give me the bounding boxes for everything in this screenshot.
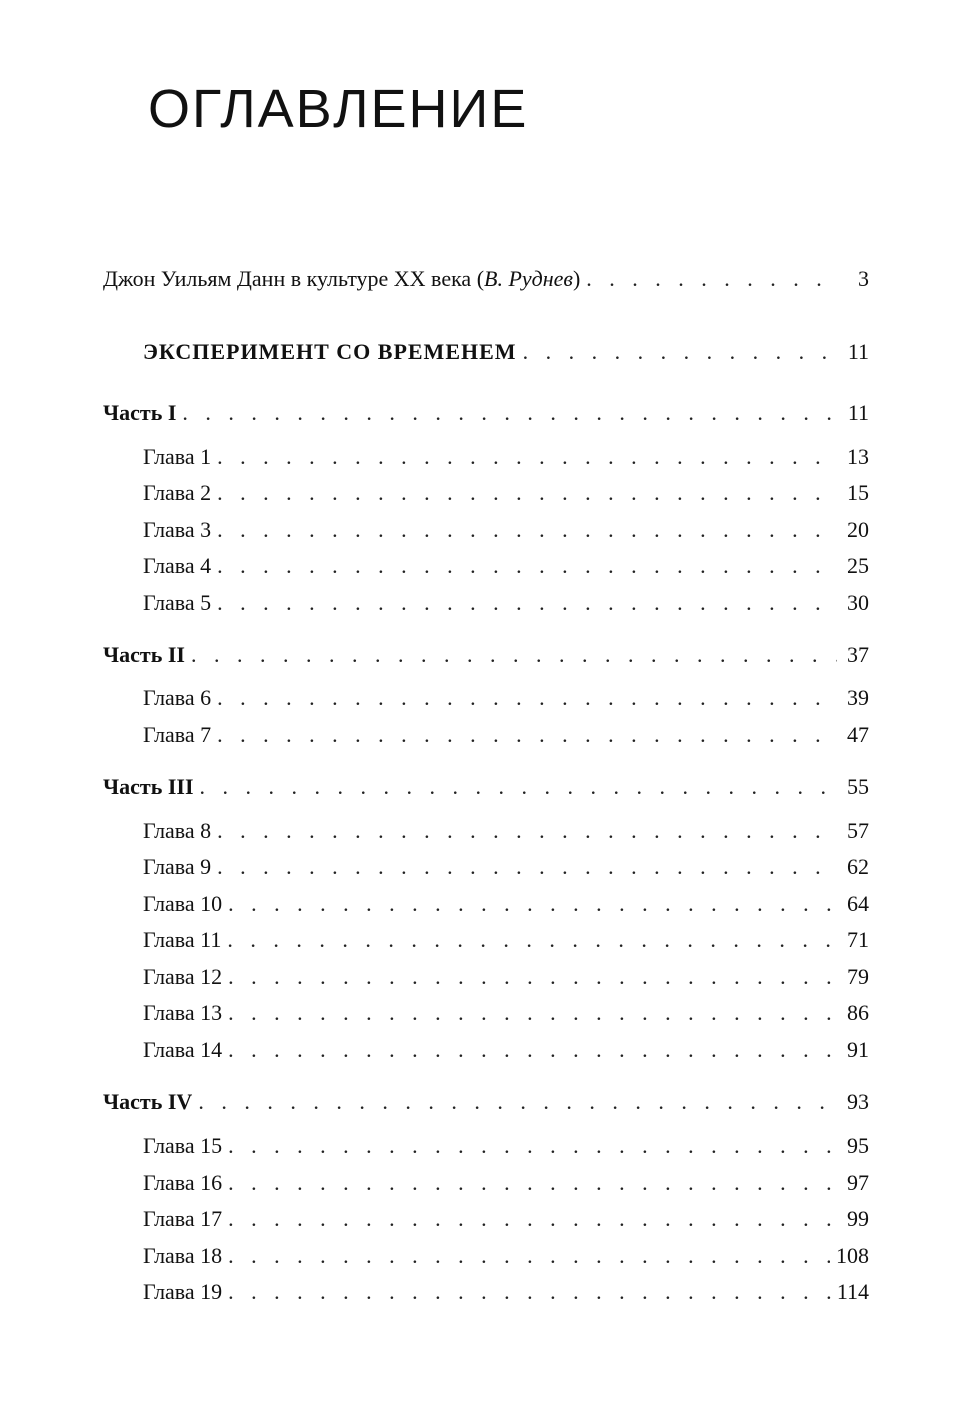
toc-entry-label: Глава 14 [143, 1037, 223, 1062]
toc-entry-part[interactable] [103, 772, 869, 802]
toc-entry-label: Часть III [103, 774, 194, 799]
toc-entry-page: 114 [836, 1279, 869, 1304]
toc-entry-chapter[interactable] [143, 683, 869, 713]
toc-entry-label: Глава 10 [143, 891, 223, 916]
toc-entry-page: 62 [847, 854, 869, 879]
toc-entry-label: Часть I [103, 400, 177, 425]
toc-entry-label: Глава 6 [143, 685, 212, 710]
toc-entry-page: 30 [847, 590, 869, 615]
toc-entry-page: 55 [847, 774, 869, 799]
toc-entry-chapter[interactable] [143, 515, 869, 545]
dot-leader [228, 1131, 837, 1161]
toc-entry-label: Глава 5 [143, 590, 212, 615]
toc-entry-page: 13 [847, 444, 869, 469]
toc-entry-part[interactable] [103, 398, 869, 428]
toc-entry-label: Глава 7 [143, 722, 212, 747]
dot-leader [228, 1204, 837, 1234]
dot-leader [586, 264, 837, 294]
toc-entry-chapter[interactable] [143, 816, 869, 846]
toc-entry-page: 91 [847, 1037, 869, 1062]
toc-entry-page: 47 [847, 722, 869, 747]
toc-entry-intro[interactable] [103, 264, 869, 294]
toc-entry-label: Глава 16 [143, 1170, 223, 1195]
toc-entry-label: Часть IV [103, 1089, 193, 1114]
toc-entry-page: 11 [847, 400, 869, 425]
dot-leader [200, 772, 837, 802]
toc-entry-page: 93 [847, 1089, 869, 1114]
toc-entry-chapter[interactable] [143, 478, 869, 508]
dot-leader [228, 1277, 831, 1307]
toc-entry-page: 57 [847, 818, 869, 843]
toc-entry-label: Глава 3 [143, 517, 212, 542]
toc-entry-chapter[interactable] [143, 1204, 869, 1234]
toc-entry-page: 15 [847, 480, 869, 505]
toc-entry-page: 79 [847, 964, 869, 989]
toc-entry-label: Глава 15 [143, 1133, 223, 1158]
toc-entry-page: 3 [858, 266, 869, 291]
toc-entry-author: В. Руднев [484, 266, 573, 291]
toc-entry-page: 25 [847, 553, 869, 578]
dot-leader [228, 1241, 830, 1271]
toc-entry-label: Глава 8 [143, 818, 212, 843]
toc-entry-label: Джон Уильям Данн в культуре XX века (В. Руднев) [103, 266, 581, 291]
toc-entry-label: Глава 1 [143, 444, 212, 469]
toc-entry-label: Глава 18 [143, 1243, 223, 1268]
toc-entry-label: Глава 2 [143, 480, 212, 505]
toc-entry-chapter[interactable] [143, 720, 869, 750]
toc-entry-chapter[interactable] [143, 1241, 869, 1271]
toc-entry-label: Глава 17 [143, 1206, 223, 1231]
toc-entry-page: 97 [847, 1170, 869, 1195]
dot-leader [227, 925, 837, 955]
toc-entry-page: 95 [847, 1133, 869, 1158]
toc-entry-page: 71 [847, 927, 869, 952]
dot-leader [182, 398, 837, 428]
dot-leader [217, 551, 837, 581]
toc-entry-page: 37 [847, 642, 869, 667]
toc-entry-chapter[interactable] [143, 551, 869, 581]
toc-entry-label: Глава 11 [143, 927, 222, 952]
toc-entry-label: Часть II [103, 642, 185, 667]
dot-leader [228, 962, 837, 992]
toc-entry-label: Глава 13 [143, 1000, 223, 1025]
toc-entry-page: 64 [847, 891, 869, 916]
dot-leader [217, 683, 837, 713]
dot-leader [217, 588, 837, 618]
toc-entry-chapter[interactable] [143, 962, 869, 992]
toc-entry-label: Глава 4 [143, 553, 212, 578]
dot-leader [217, 442, 837, 472]
dot-leader [228, 889, 837, 919]
dot-leader [191, 640, 837, 670]
dot-leader [228, 1035, 837, 1065]
toc-entry-label: Глава 19 [143, 1279, 223, 1304]
dot-leader [217, 478, 837, 508]
page-title: ОГЛАВЛЕНИЕ [148, 79, 529, 139]
dot-leader [217, 816, 837, 846]
toc-entry-page: 39 [847, 685, 869, 710]
toc-entry-chapter[interactable] [143, 588, 869, 618]
dot-leader [523, 337, 837, 367]
dot-leader [217, 852, 837, 882]
toc-entry-chapter[interactable] [143, 1035, 869, 1065]
toc-entry-page: 20 [847, 517, 869, 542]
toc-entry-page: 108 [836, 1243, 869, 1268]
toc-entry-chapter[interactable] [143, 442, 869, 472]
dot-leader [228, 998, 837, 1028]
toc-entry-chapter[interactable] [143, 1168, 869, 1198]
toc-entry-chapter[interactable] [143, 1277, 869, 1307]
toc-entry-part[interactable] [103, 1087, 869, 1117]
toc-entry-label: Глава 9 [143, 854, 212, 879]
toc-entry-chapter[interactable] [143, 889, 869, 919]
dot-leader [228, 1168, 837, 1198]
toc-entry-chapter[interactable] [143, 925, 869, 955]
toc-entry-label: ЭКСПЕРИМЕНТ СО ВРЕМЕНЕМ [143, 339, 517, 364]
toc-entry-part[interactable] [103, 640, 869, 670]
toc-entry-page: 86 [847, 1000, 869, 1025]
toc-entry-page: 99 [847, 1206, 869, 1231]
dot-leader [217, 515, 837, 545]
toc-entry-label: Глава 12 [143, 964, 223, 989]
dot-leader [198, 1087, 837, 1117]
toc-entry-chapter[interactable] [143, 998, 869, 1028]
dot-leader [217, 720, 837, 750]
toc-entry-chapter[interactable] [143, 1131, 869, 1161]
toc-entry-chapter[interactable] [143, 852, 869, 882]
toc-entry-section[interactable] [143, 337, 869, 367]
toc-entry-page: 11 [847, 339, 869, 364]
